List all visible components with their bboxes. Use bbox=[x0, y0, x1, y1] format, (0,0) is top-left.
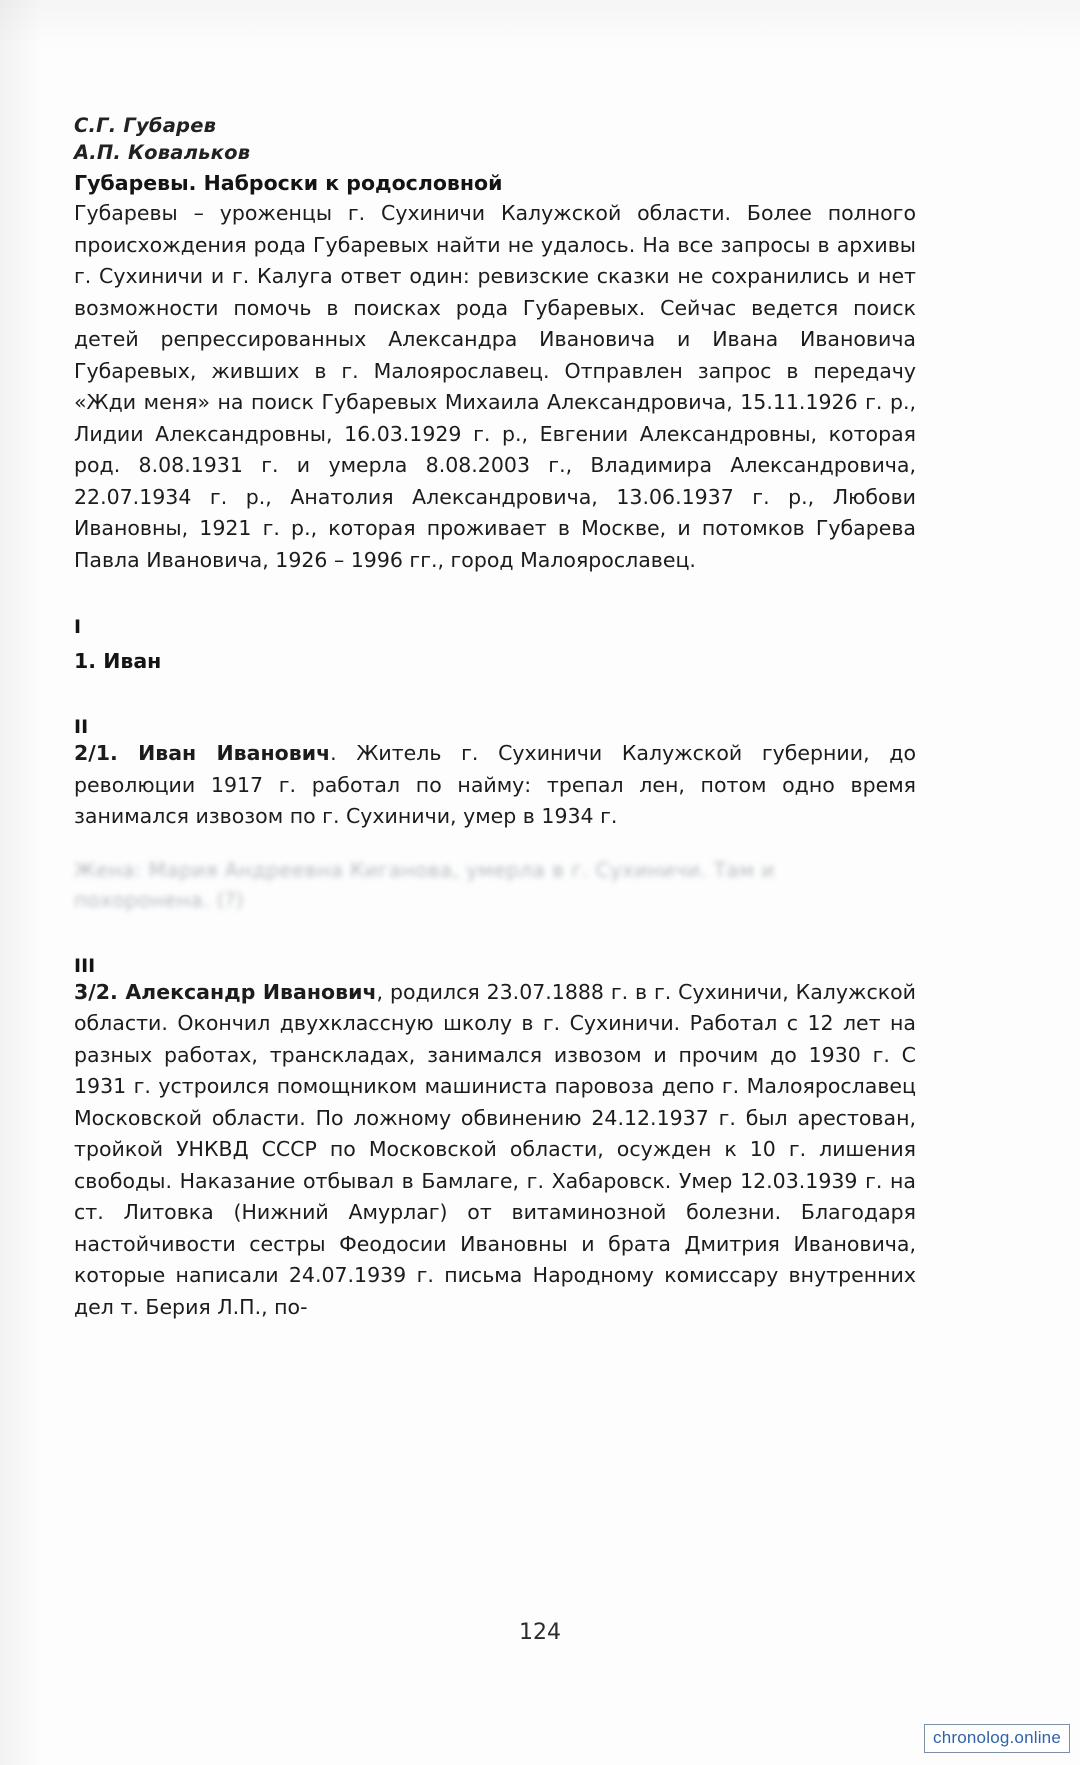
page-number: 124 bbox=[519, 1620, 561, 1645]
entry-text-2-1: . Житель г. Сухиничи Калужской губернии, до революции 1917 г. работал по найму: трепал лен, потом одно время занимался извозом по г. Сухиничи, умер в 1934 г. bbox=[74, 741, 916, 828]
site-watermark: chronolog.online bbox=[924, 1724, 1070, 1753]
entry-number-2-1: 2/1. Иван Иванович bbox=[74, 741, 331, 765]
genealogy-entry-2-1 bbox=[74, 738, 916, 833]
genealogy-entry-3-2 bbox=[74, 977, 916, 1324]
section-marker-ii: II bbox=[74, 716, 89, 738]
obscured-line-spouse: Жена: Мария Андреевна Киганова, умерла в г. Сухиничи. Там и похоронена. (?) bbox=[74, 857, 775, 912]
section-heading-1-ivan: 1. Иван bbox=[74, 649, 162, 673]
entry-text-3-2: , родился 23.07.1888 г. в г. Сухиничи, Калужской области. Окончил двухклассную школу в г. Сухиничи. Работал с 12 лет на разных работах, транскладах, занимался извозом и прочим до 1930 г. С 1931 г. устроился помощником машиниста паровоза депо г. Малоярославец Московской области. По ложному обвинению 24.12.1937 г. был арестован, тройкой УНКВД СССР по Московской области, осужден к 10 г. лишения свободы. Наказание отбывал в Бамлаге, г. Хабаровск. Умер 12.03.1939 г. на ст. Литовка (Нижний Амурлаг) от витаминозной болезни. Благодаря настойчивости сестры Феодосии Ивановны и брата Дмитрия Ивановича, которые написали 24.07.1939 г. письма Народному комиссару внутренних дел т. Берия Л.П., по- bbox=[74, 979, 916, 1319]
document-body bbox=[74, 112, 916, 1323]
entry-number-3-2: 3/2. Александр Иванович bbox=[74, 979, 377, 1004]
author-name-1: С.Г. Губарев bbox=[74, 114, 217, 137]
section-marker-iii: III bbox=[74, 954, 96, 977]
intro-paragraph: Губаревы – уроженцы г. Сухиничи Калужской области. Более полного происхождения рода Губаревых найти не удалось. На все запросы в архивы г. Сухиничи и г. Калуга ответ один: ревизские сказки не сохранились и нет возможности помочь в поисках рода Губаревых. Сейчас ведется поиск детей репрессированных Александра Ивановича и Ивана Ивановича Губаревых, живших в г. Малоярославец. Отправлен запрос в передачу «Жди меня» на поиск Губаревых Михаила Александровича, 15.11.1926 г. р., Лидии Александровны, 16.03.1929 г. р., Евгении Александровны, которая род. 8.08.1931 г. и умерла 8.08.2003 г., Владимира Александровича, 22.07.1934 г. р., Анатолия Александровича, 13.06.1937 г. р., Любови Ивановны, 1921 г. р., которая проживает в Москве, и потомков Губарева Павла Ивановича, 1926 – 1996 гг., город Малоярославец. bbox=[74, 201, 916, 572]
section-marker-i: I bbox=[74, 616, 82, 638]
page-title: Губаревы. Наброски к родословной bbox=[74, 171, 503, 195]
author-name-2: А.П. Ковальков bbox=[74, 141, 251, 164]
